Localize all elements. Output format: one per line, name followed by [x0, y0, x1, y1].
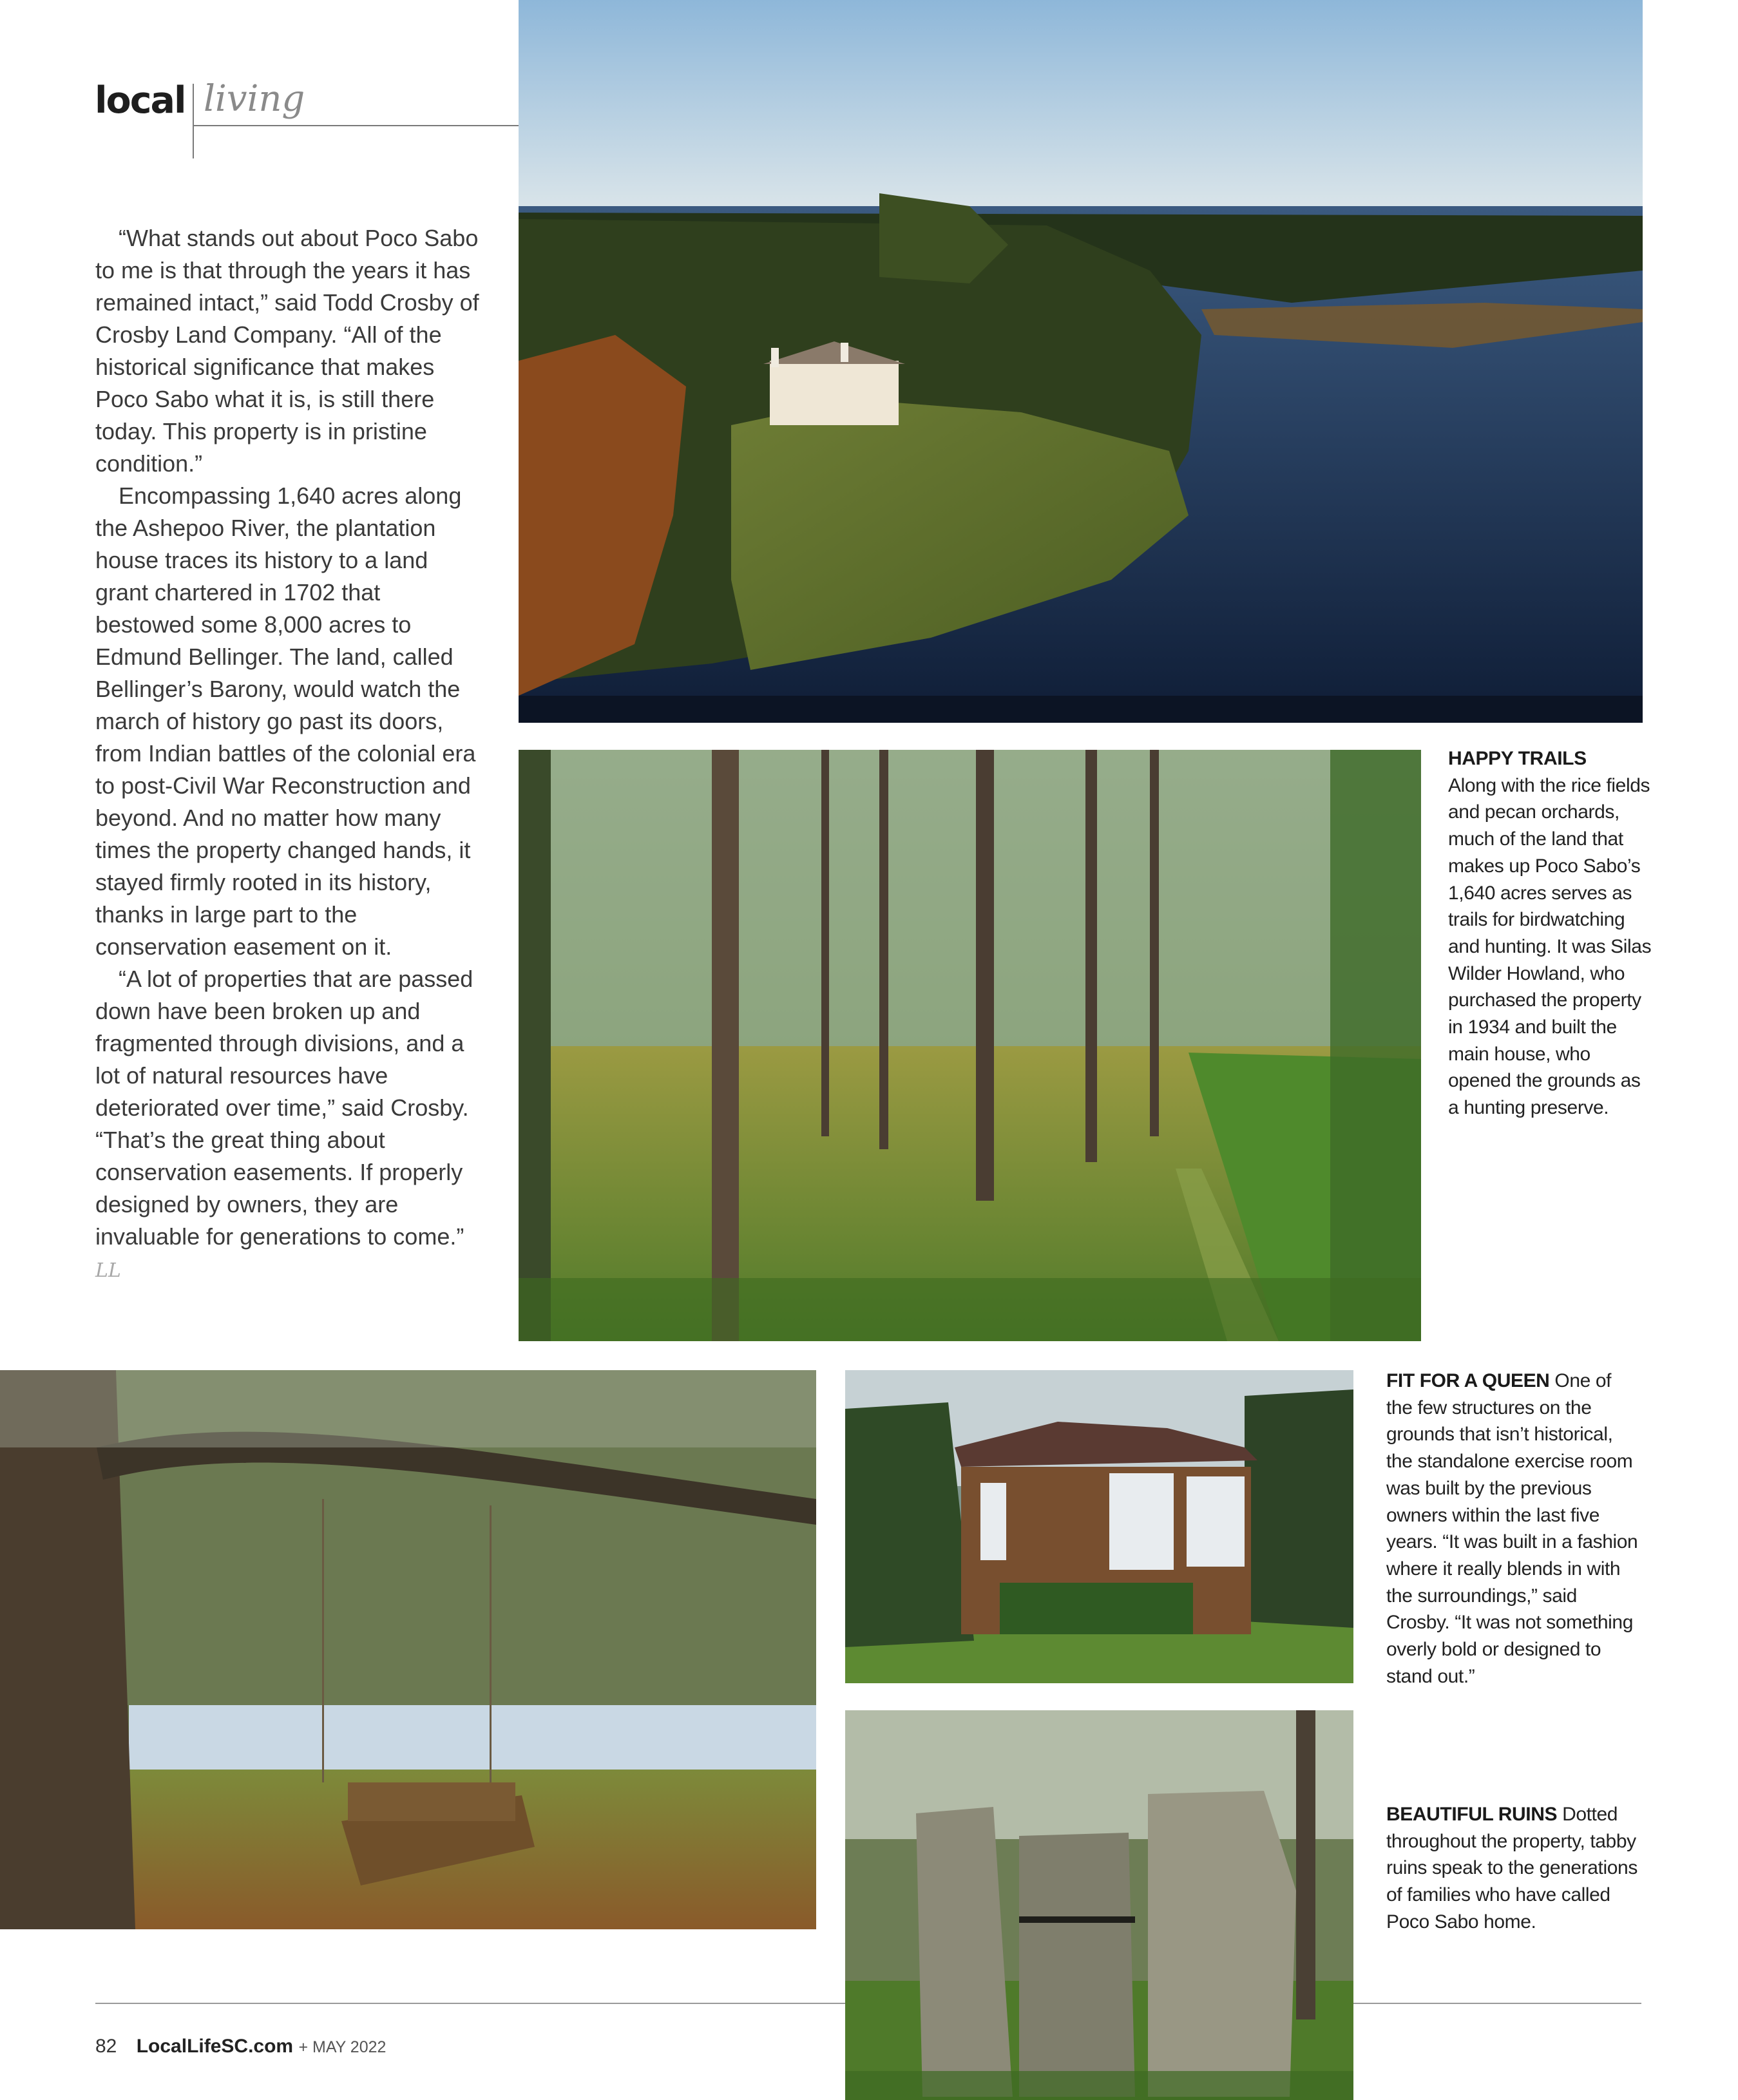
caption-heading: BEAUTIFUL RUINS: [1386, 1804, 1558, 1825]
caption-text: One of the few structures on the grounds that isn’t historical, the standalone exercise room was built by the previous owners within the last five years. “It was built in a fashion where it really blends in with the surroundings,” said Crosby. “It was not something overly bold or designed to stand out.”: [1386, 1370, 1638, 1687]
page-number: 82: [95, 2036, 117, 2057]
pine-trail-photo: [519, 750, 1421, 1341]
aerial-house-river-photo: [519, 0, 1643, 723]
end-mark: LL: [95, 1259, 121, 1282]
caption-heading: HAPPY TRAILS: [1448, 748, 1587, 769]
footer: [95, 2036, 386, 2057]
article-paragraph: Encompassing 1,640 acres along the Ashepoo River, the plantation house traces its history to a land grant chartered in 1702 that bestowed some 8,000 acres to Edmund Bellinger. The land, called Bellinger’s Barony, would watch the march of history go past its doors, from Indian battles of the colonial era to post-Civil War Reconstruction and beyond. And no matter how many times the property changed hands, it stayed firmly rooted in its history, thanks in large part to the conservation easement on it.: [95, 482, 476, 960]
article-body: [95, 222, 482, 1287]
brand-living: living: [204, 78, 305, 120]
brand-divider: [193, 84, 194, 158]
article-paragraph-text: “A lot of properties that are passed down have been broken up and fragmented through divisions, and a lot of natural resources have deteriorated over time,” said Crosby. “That’s the great thing about conservation easements. If properly designed by owners, they are invaluable for generations to come.”: [95, 966, 473, 1250]
footer-rule: [95, 2003, 845, 2004]
caption-text: Along with the rice fields and pecan orchards, much of the land that makes up Poco Sabo’s 1,640 acres serves as trails for birdwatching and hunting. It was Silas Wilder Howland, who purchased the property in 1934 and built the main house, who opened the grounds as a hunting preserve.: [1448, 774, 1652, 1119]
footer-date: + MAY 2022: [298, 2038, 387, 2056]
exercise-room-photo: [845, 1370, 1353, 1683]
caption-fit-for-a-queen: [1386, 1368, 1641, 1690]
caption-text: Dotted throughout the property, tabby ruins speak to the generations of families who have called Poco Sabo home.: [1386, 1804, 1638, 1933]
footer-rule-right: [1353, 2003, 1641, 2004]
article-paragraph: “What stands out about Poco Sabo to me is that through the years it has remained intact,” said Todd Crosby of Crosby Land Company. “All of the historical significance that makes Poco Sabo what it is, is still there today. This property is in pristine condition.”: [95, 225, 479, 477]
article-paragraph: [95, 963, 482, 1287]
brand-local: local: [95, 79, 186, 122]
footer-site: LocalLifeSC.com: [136, 2036, 294, 2057]
tabby-ruins-photo: [845, 1710, 1353, 2100]
caption-heading: FIT FOR A QUEEN: [1386, 1370, 1550, 1391]
header-rule: [193, 125, 519, 126]
oak-swing-photo: [0, 1370, 816, 1929]
caption-happy-trails: [1448, 745, 1652, 1122]
caption-beautiful-ruins: [1386, 1801, 1641, 1936]
